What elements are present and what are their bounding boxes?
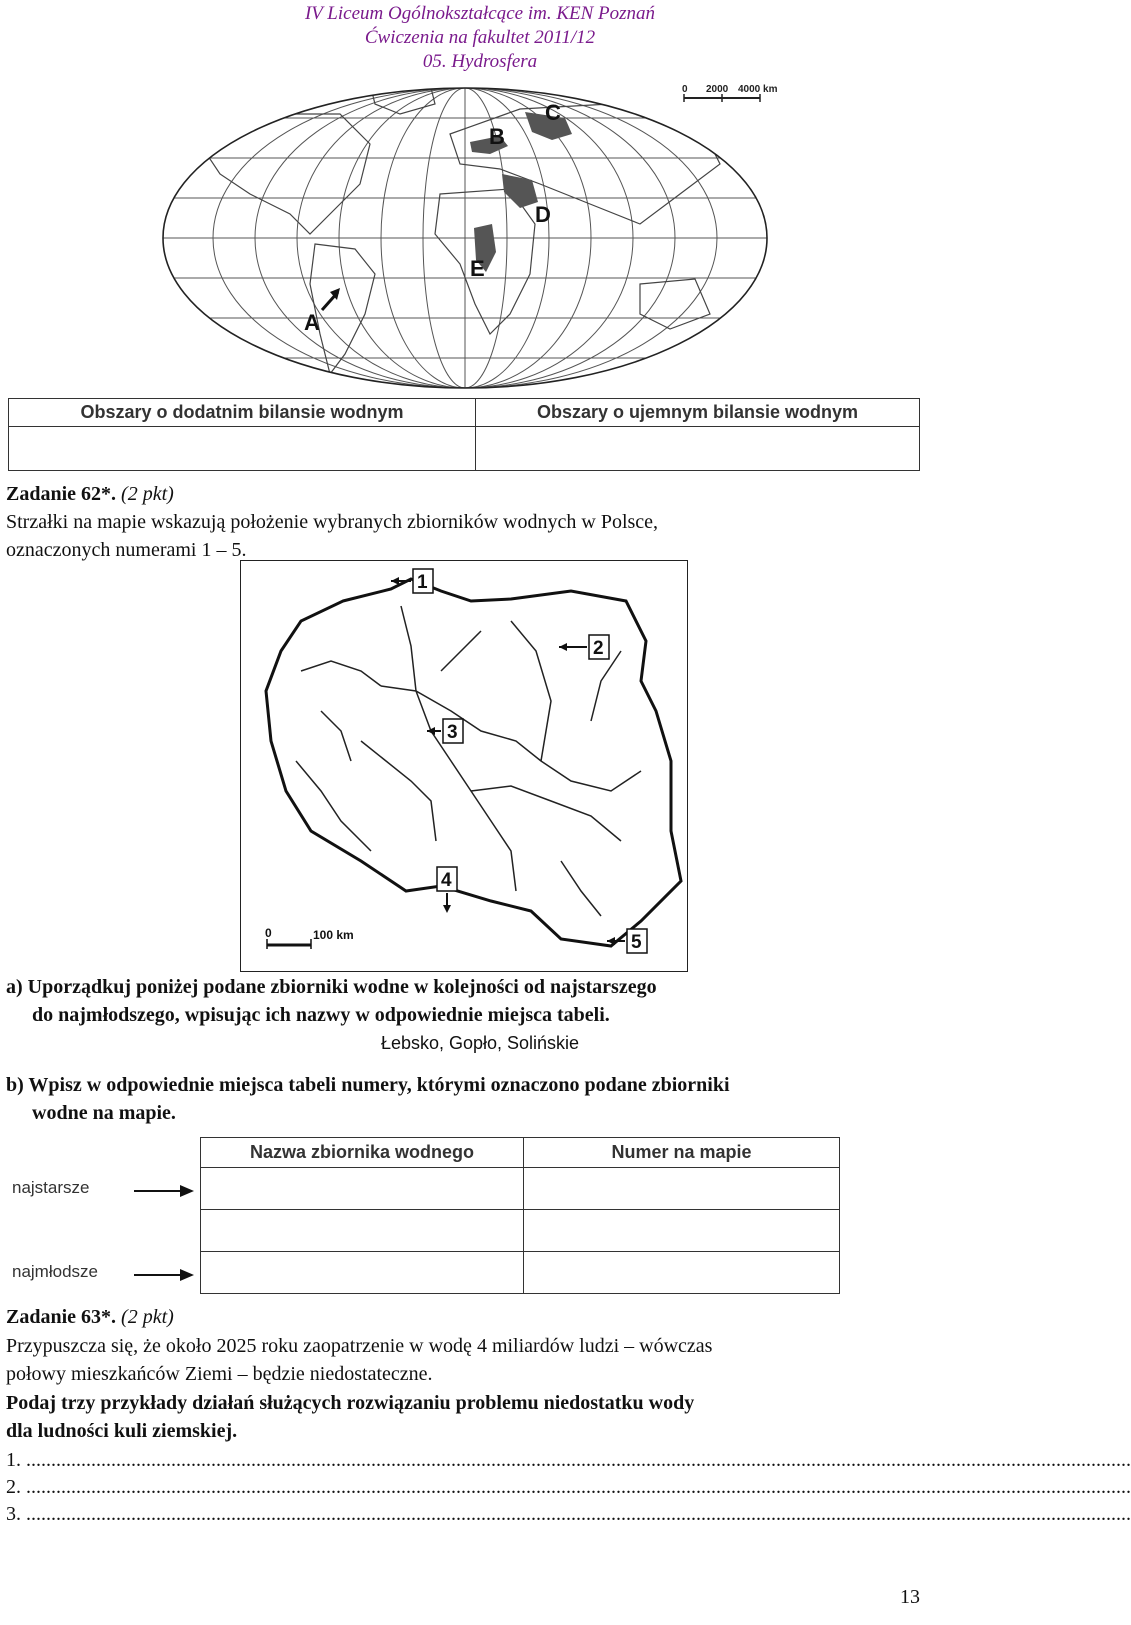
svg-text:2000: 2000 xyxy=(706,84,729,95)
marker-3 xyxy=(427,719,463,743)
reservoir-name-oldest[interactable] xyxy=(201,1168,524,1210)
task63-line-2: połowy mieszkańców Ziemi – będzie niedostateczne. xyxy=(6,1363,433,1385)
header-topic: 05. Hydrosfera xyxy=(422,51,538,72)
task63-line-1: Przypuszcza się, że około 2025 roku zaopatrzenie w wodę 4 miliardów ludzi – wówczas xyxy=(6,1335,713,1357)
answer-number-1: 1. xyxy=(6,1449,21,1471)
label-e: E xyxy=(470,256,485,281)
svg-text:1: 1 xyxy=(417,572,428,593)
task62-b-2: wodne na mapie. xyxy=(32,1102,176,1124)
page-number: 13 xyxy=(900,1586,920,1608)
youngest-label: najmłodsze xyxy=(12,1262,98,1281)
map-number-youngest[interactable] xyxy=(524,1252,840,1294)
svg-text:3: 3 xyxy=(447,722,458,743)
svg-text:0: 0 xyxy=(265,926,272,940)
label-a: A xyxy=(304,310,320,335)
task63-heading xyxy=(6,1302,174,1332)
map-number-header: Numer na mapie xyxy=(524,1138,840,1168)
youngest-arrow xyxy=(134,1265,194,1285)
svg-text:2: 2 xyxy=(593,638,604,659)
poland-map-graphic xyxy=(241,561,687,971)
answer-number-3: 3. xyxy=(6,1503,21,1525)
poland-scale-bar xyxy=(265,926,354,949)
task62-heading xyxy=(6,479,174,509)
water-balance-table xyxy=(8,398,920,471)
answer-line-1[interactable]: 1. ............................................................................................................................................................................................................................. xyxy=(6,1449,1131,1471)
positive-balance-header: Obszary o dodatnim bilansie wodnym xyxy=(9,399,476,427)
task63-points: (2 pkt) xyxy=(121,1306,174,1328)
svg-text:4: 4 xyxy=(441,870,452,891)
marker-4 xyxy=(437,867,457,913)
task62-points: (2 pkt) xyxy=(121,483,174,505)
negative-balance-answer[interactable] xyxy=(476,427,920,471)
task62-a-2: do najmłodszego, wpisując ich nazwy w odpowiednie miejsca tabeli. xyxy=(32,1004,610,1026)
label-c: C xyxy=(545,100,561,125)
world-map-graphic xyxy=(140,74,790,396)
negative-balance-header: Obszary o ujemnym bilansie wodnym xyxy=(476,399,920,427)
map-number-middle[interactable] xyxy=(524,1210,840,1252)
reservoir-name-youngest[interactable] xyxy=(201,1252,524,1294)
svg-text:4000 km: 4000 km xyxy=(738,84,778,95)
label-b: B xyxy=(489,124,505,149)
header-course: Ćwiczenia na fakultet 2011/12 xyxy=(364,27,596,48)
header-school: IV Liceum Ogólnokształcące im. KEN Poznań xyxy=(304,3,656,24)
task62-intro-2: oznaczonych numerami 1 – 5. xyxy=(6,539,247,561)
world-map xyxy=(140,74,790,396)
marker-2 xyxy=(559,635,609,659)
task62-title: Zadanie 62*. xyxy=(6,483,117,505)
area-d xyxy=(502,174,538,208)
answer-line-3[interactable]: 3. ............................................................................................................................................................................................................................. xyxy=(6,1503,1131,1525)
task63-question-1: Podaj trzy przykłady działań służących rozwiązaniu problemu niedostatku wody xyxy=(6,1392,695,1414)
label-d: D xyxy=(535,202,551,227)
map-number-oldest[interactable] xyxy=(524,1168,840,1210)
svg-text:100 km: 100 km xyxy=(313,928,354,942)
oldest-arrow xyxy=(134,1181,194,1201)
svg-text:5: 5 xyxy=(631,932,642,953)
task62-a-1: a) Uporządkuj poniżej podane zbiorniki wodne w kolejności od najstarszego xyxy=(6,976,657,998)
reservoir-list: Łebsko, Gopło, Solińskie xyxy=(380,1033,580,1053)
task62-b-1: b) Wpisz w odpowiednie miejsca tabeli numery, którymi oznaczono podane zbiorniki xyxy=(6,1074,730,1096)
reservoir-name-header: Nazwa zbiornika wodnego xyxy=(201,1138,524,1168)
marker-5 xyxy=(607,929,647,953)
task63-title: Zadanie 63*. xyxy=(6,1306,117,1328)
answer-line-2[interactable]: 2. ............................................................................................................................................................................................................................. xyxy=(6,1476,1131,1498)
reservoir-name-middle[interactable] xyxy=(201,1210,524,1252)
oldest-label: najstarsze xyxy=(12,1178,90,1197)
task63-question-2: dla ludności kuli ziemskiej. xyxy=(6,1420,238,1442)
poland-map xyxy=(240,560,688,972)
svg-text:0: 0 xyxy=(682,84,688,95)
answer-number-2: 2. xyxy=(6,1476,21,1498)
reservoir-table xyxy=(200,1137,840,1294)
task62-intro-1: Strzałki na mapie wskazują położenie wybranych zbiorników wodnych w Polsce, xyxy=(6,511,659,533)
world-scale-bar xyxy=(682,84,778,102)
positive-balance-answer[interactable] xyxy=(9,427,476,471)
